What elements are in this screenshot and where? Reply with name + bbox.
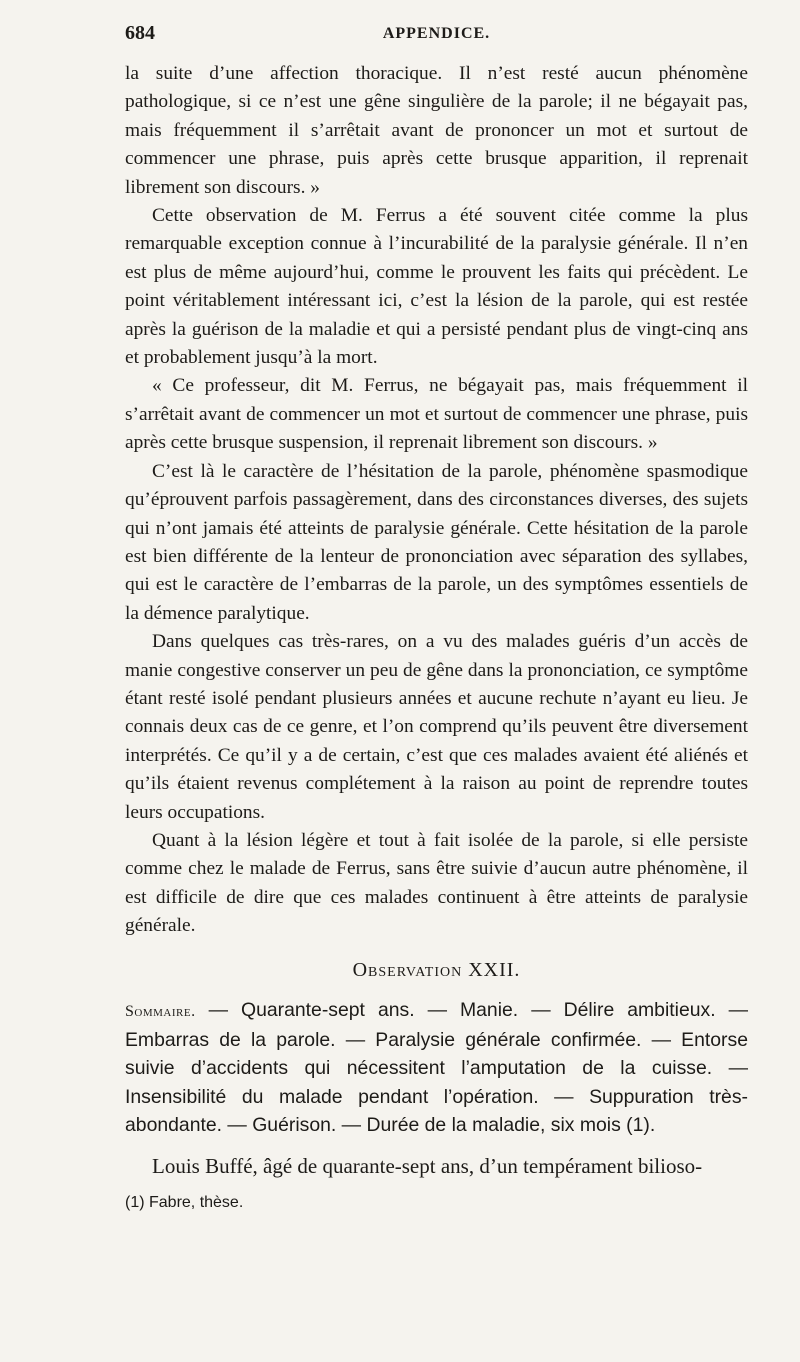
paragraph: C’est là le caractère de l’hésitation de la parole, phénomène spasmodique qu’éprouvent parfois passagèrement, dans des circonstances diverses, des sujets qui n’ont jamais été atteints de paralysie générale. Cette hésitation de la parole est bien différente de la lenteur de prononciation avec séparation des syllabes, qui est le caractère de l’embarras de la parole, un des symptômes essentiels de la démence paralytique. bbox=[125, 460, 748, 624]
paragraph-case-intro: Louis Buffé, âgé de quarante-sept ans, d’un tempérament bilioso- bbox=[152, 1153, 703, 1178]
paragraph-quote: « Ce professeur, dit M. Ferrus, ne bégayait pas, mais fréquemment il s’arrêtait avant de commencer un mot et surtout de commencer une phrase, puis après cette brusque suspension, il reprenait librement son discours. » bbox=[125, 375, 748, 454]
summary-label: Sommaire. bbox=[125, 1002, 196, 1020]
observation-title: Observation XXII. bbox=[352, 958, 521, 981]
paragraph-continuation: la suite d’une affection thoracique. Il n’est resté aucun phénomène pathologique, si ce n’est une gêne singulière de la parole; il ne bégayait pas, mais fréquemment il s’arrêtait avant de prononcer un mot et surtout de commencer une phrase, puis après cette brusque apparition, il reprenait librement son discours. » bbox=[125, 63, 748, 198]
footnote: (1) Fabre, thèse. bbox=[125, 1194, 244, 1212]
body-text bbox=[125, 60, 748, 1212]
page-header bbox=[125, 22, 748, 48]
paragraph: Dans quelques cas très-rares, on a vu des malades guéris d’un accès de manie congestive conserver un peu de gêne dans la prononciation, ce symptôme étant resté isolé pendant plusieurs années et aucune rechute n’ayant eu lieu. Je connais deux cas de ce genre, et l’on comprend qu’ils peuvent être diversement interprétés. Ce qu’il y a de certain, c’est que ces malades avaient été aliénés et qu’ils étaient revenus complétement à la raison au point de reprendre toutes leurs occupations. bbox=[125, 631, 748, 823]
running-head: APPENDICE. bbox=[382, 25, 491, 42]
summary-text: — Quarante-sept ans. — Manie. — Délire ambitieux. — Embarras de la parole. — Paralysie générale confirmée. — Entorse suivie d’accidents qui nécessitent l’amputation de la cuisse. — Insensibilité du malade pendant l’opération. — Suppuration très-abondante. — Guérison. — Durée de la maladie, six mois (1). bbox=[125, 998, 748, 1137]
paragraph: Cette observation de M. Ferrus a été souvent citée comme la plus remarquable exception connue à l’incurabilité de la paralysie générale. Il n’en est plus de même aujourd’hui, comme le prouvent les faits qui précèdent. Le point véritablement intéressant ici, c’est la lésion de la parole, qui est restée après la guérison de la maladie et qui a persisté pendant plus de vingt-cinq ans et probablement jusqu’à la mort. bbox=[125, 205, 748, 369]
paragraph: Quant à la lésion légère et tout à fait isolée de la parole, si elle persiste comme chez le malade de Ferrus, sans être suivie d’aucun autre phénomène, il est difficile de dire que ces malades continuent à être atteints de paralysie générale. bbox=[125, 829, 748, 937]
observation-summary bbox=[125, 996, 748, 1140]
page-number: 684 bbox=[125, 22, 155, 44]
